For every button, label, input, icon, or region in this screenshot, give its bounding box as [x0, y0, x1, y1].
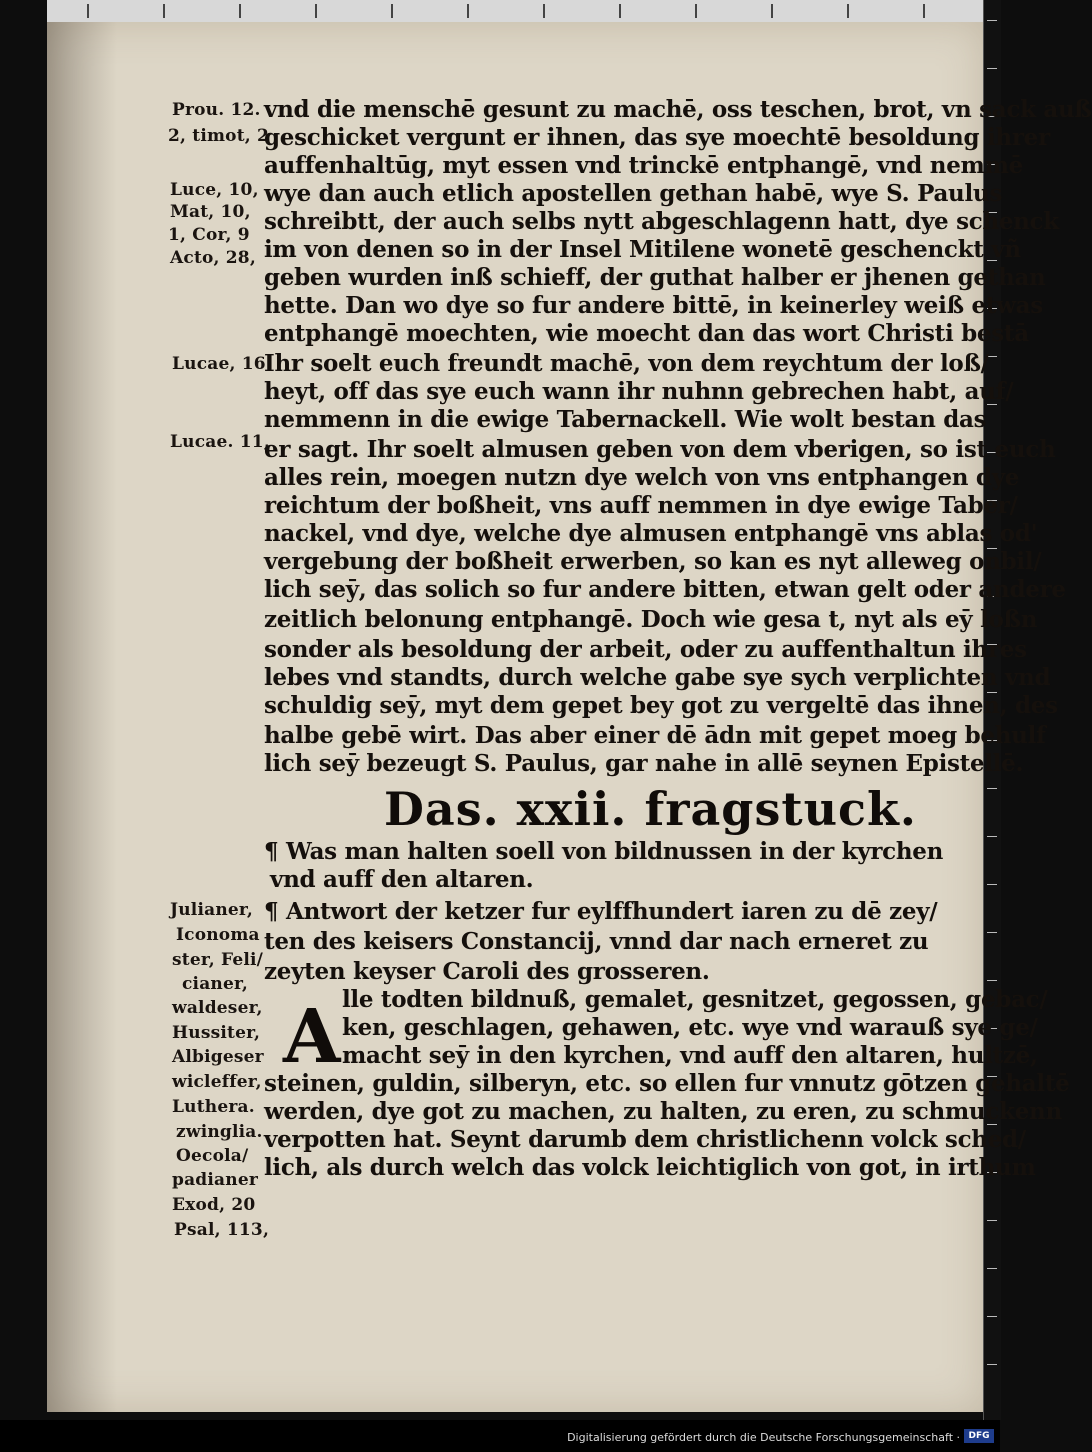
ruler-tick: [987, 1220, 997, 1221]
ruler-tick: [987, 884, 997, 885]
text-line: vergebung der boßheit erwerben, so kan es nyt alleweg onbil/: [264, 548, 1042, 575]
text-line: reichtum der boßheit, vns auff nemmen in dye ewige Taber/: [264, 492, 1018, 519]
margin-note: 1, Cor, 9: [168, 225, 250, 245]
text-line: lich seȳ, das solich so fur andere bitten, etwan gelt oder andere: [264, 576, 1066, 603]
margin-note: Prou. 12.: [172, 100, 261, 120]
text-line: vnd die menschē gesunt zu machē, oss teschen, brot, vn sack auß: [264, 96, 1092, 123]
ruler-mark: [391, 4, 393, 18]
ruler-mark: [87, 4, 89, 18]
margin-note: Julianer,: [170, 900, 253, 920]
ruler-mark: [771, 4, 773, 18]
margin-note: waldeser,: [172, 998, 263, 1018]
text-line: entphangē moechten, wie moecht dan das wort Christi bestā: [264, 320, 1029, 347]
gutter-shadow: [47, 22, 117, 1412]
ruler-mark: [315, 4, 317, 18]
answer-line: ¶ Antwort der ketzer fur eylffhundert iaren zu dē zey/: [264, 898, 938, 925]
margin-note: Psal, 113,: [174, 1220, 270, 1240]
ruler-tick: [987, 836, 997, 837]
margin-note: Lucae. 11,: [170, 432, 270, 452]
question-line: vnd auff den altaren.: [270, 866, 534, 893]
margin-note: Oecola/: [176, 1146, 249, 1166]
text-line: lich, als durch welch das volck leichtiglich von got, in irthum: [264, 1154, 1036, 1181]
ruler-tick: [987, 1364, 997, 1365]
margin-note: wicleffer,: [172, 1072, 262, 1092]
ruler-mark: [923, 4, 925, 18]
dfg-logo: DFG: [964, 1429, 994, 1443]
text-line: geschicket vergunt er ihnen, das sye moechtē besoldung ihrer: [264, 124, 1050, 151]
ruler-mark: [239, 4, 241, 18]
text-line: schreibtt, der auch selbs nytt abgeschlagenn hatt, dye schenck: [264, 208, 1059, 235]
text-line: werden, dye got zu machen, zu halten, zu eren, zu schmuckenn: [264, 1098, 1062, 1125]
text-line: alles rein, moegen nutzn dye welch von vns entphangen dye: [264, 464, 1020, 491]
ruler-mark: [163, 4, 165, 18]
margin-note: Hussiter,: [172, 1023, 261, 1043]
text-line: heyt, off das sye euch wann ihr nuhnn gebrechen habt, auf/: [264, 378, 1014, 405]
margin-note: Luce, 10,: [170, 180, 259, 200]
ruler-tick: [987, 788, 997, 789]
drop-cap: A: [283, 994, 341, 1080]
text-line: wye dan auch etlich apostellen gethan habē, wye S. Paulus: [264, 180, 1002, 207]
footer-bar: [0, 1420, 1000, 1452]
ruler-mark: [695, 4, 697, 18]
text-line: halbe gebē wirt. Das aber einer dē ādn mit gepet moeg behulf: [264, 722, 1046, 749]
text-line: zeitlich belonung entphangē. Doch wie gesa t, nyt als eȳ loßn: [264, 606, 1038, 633]
answer-line: ten des keisers Constancij, vnnd dar nach erneret zu: [264, 928, 929, 955]
margin-note: cianer,: [182, 974, 249, 994]
ruler-tick: [987, 980, 997, 981]
margin-note: Mat, 10,: [170, 202, 251, 222]
ruler-tick: [987, 20, 997, 21]
margin-note: Lucae, 16: [172, 354, 266, 374]
question-line: ¶ Was man halten soell von bildnussen in der kyrchen: [264, 838, 944, 865]
margin-note: padianer: [172, 1170, 258, 1190]
text-line: er sagt. Ihr soelt almusen geben von dem vberigen, so ist euch: [264, 436, 1056, 463]
text-line: geben wurden inß schieff, der guthat halber er jhenen gethan: [264, 264, 1046, 291]
funding-credit: Digitalisierung gefördert durch die Deutsche Forschungsgemeinschaft ·: [567, 1431, 960, 1444]
text-line: lich seȳ bezeugt S. Paulus, gar nahe in allē seynen Epistellē.: [264, 750, 1024, 777]
text-line: auffenhaltūg, myt essen vnd trinckē entphangē, vnd nemmē: [264, 152, 1023, 179]
ruler-mark: [847, 4, 849, 18]
text-line: im von denen so in der Insel Mitilene wonetē geschenckt vñ: [264, 236, 1021, 263]
ruler-tick: [987, 932, 997, 933]
ruler-tick: [987, 68, 997, 69]
text-line: schuldig seȳ, myt dem gepet bey got zu vergeltē das ihnen, des: [264, 692, 1058, 719]
text-line: steinen, guldin, silberyn, etc. so ellen fur vnnutz gōtzen gehaltē: [264, 1070, 1070, 1097]
margin-note: ster, Feli/: [172, 950, 264, 970]
text-line: macht seȳ in den kyrchen, vnd auff den altaren, hultzē,: [342, 1042, 1038, 1069]
margin-note: zwinglia.: [176, 1122, 263, 1142]
text-line: hette. Dan wo dye so fur andere bittē, in keinerley weiß etwas: [264, 292, 1043, 319]
margin-note: Acto, 28,: [170, 248, 256, 268]
ruler-tick: [987, 1316, 997, 1317]
ruler-tick: [987, 1268, 997, 1269]
ruler-mark: [619, 4, 621, 18]
scanner-top-strip: [47, 0, 983, 22]
text-line: sonder als besoldung der arbeit, oder zu auffenthaltun ihres: [264, 636, 1027, 663]
text-line: lebes vnd standts, durch welche gabe sye sych verplichten vnd: [264, 664, 1051, 691]
margin-note: 2, timot, 2: [168, 126, 270, 146]
text-line: nemmenn in die ewige Tabernackell. Wie wolt bestan das: [264, 406, 987, 433]
ruler-mark: [467, 4, 469, 18]
answer-line: zeyten keyser Caroli des grosseren.: [264, 958, 710, 985]
margin-note: Exod, 20: [172, 1195, 256, 1215]
ruler-mark: [543, 4, 545, 18]
section-heading: Das. xxii. fragstuck.: [384, 782, 917, 836]
text-line: Ihr soelt euch freundt machē, von dem reychtum der loß/: [264, 350, 989, 377]
text-line: lle todten bildnuß, gemalet, gesnitzet, gegossen, gebac/: [342, 986, 1048, 1013]
margin-note: Albigeser: [172, 1047, 264, 1067]
text-line: verpotten hat. Seynt darumb dem christlichenn volck sched/: [264, 1126, 1026, 1153]
margin-note: Luthera.: [172, 1097, 255, 1117]
margin-note: Iconoma: [176, 925, 260, 945]
text-line: nackel, vnd dye, welche dye almusen entphangē vns ablas od': [264, 520, 1038, 547]
text-line: ken, geschlagen, gehawen, etc. wye vnd warauß sye ge/: [342, 1014, 1038, 1041]
